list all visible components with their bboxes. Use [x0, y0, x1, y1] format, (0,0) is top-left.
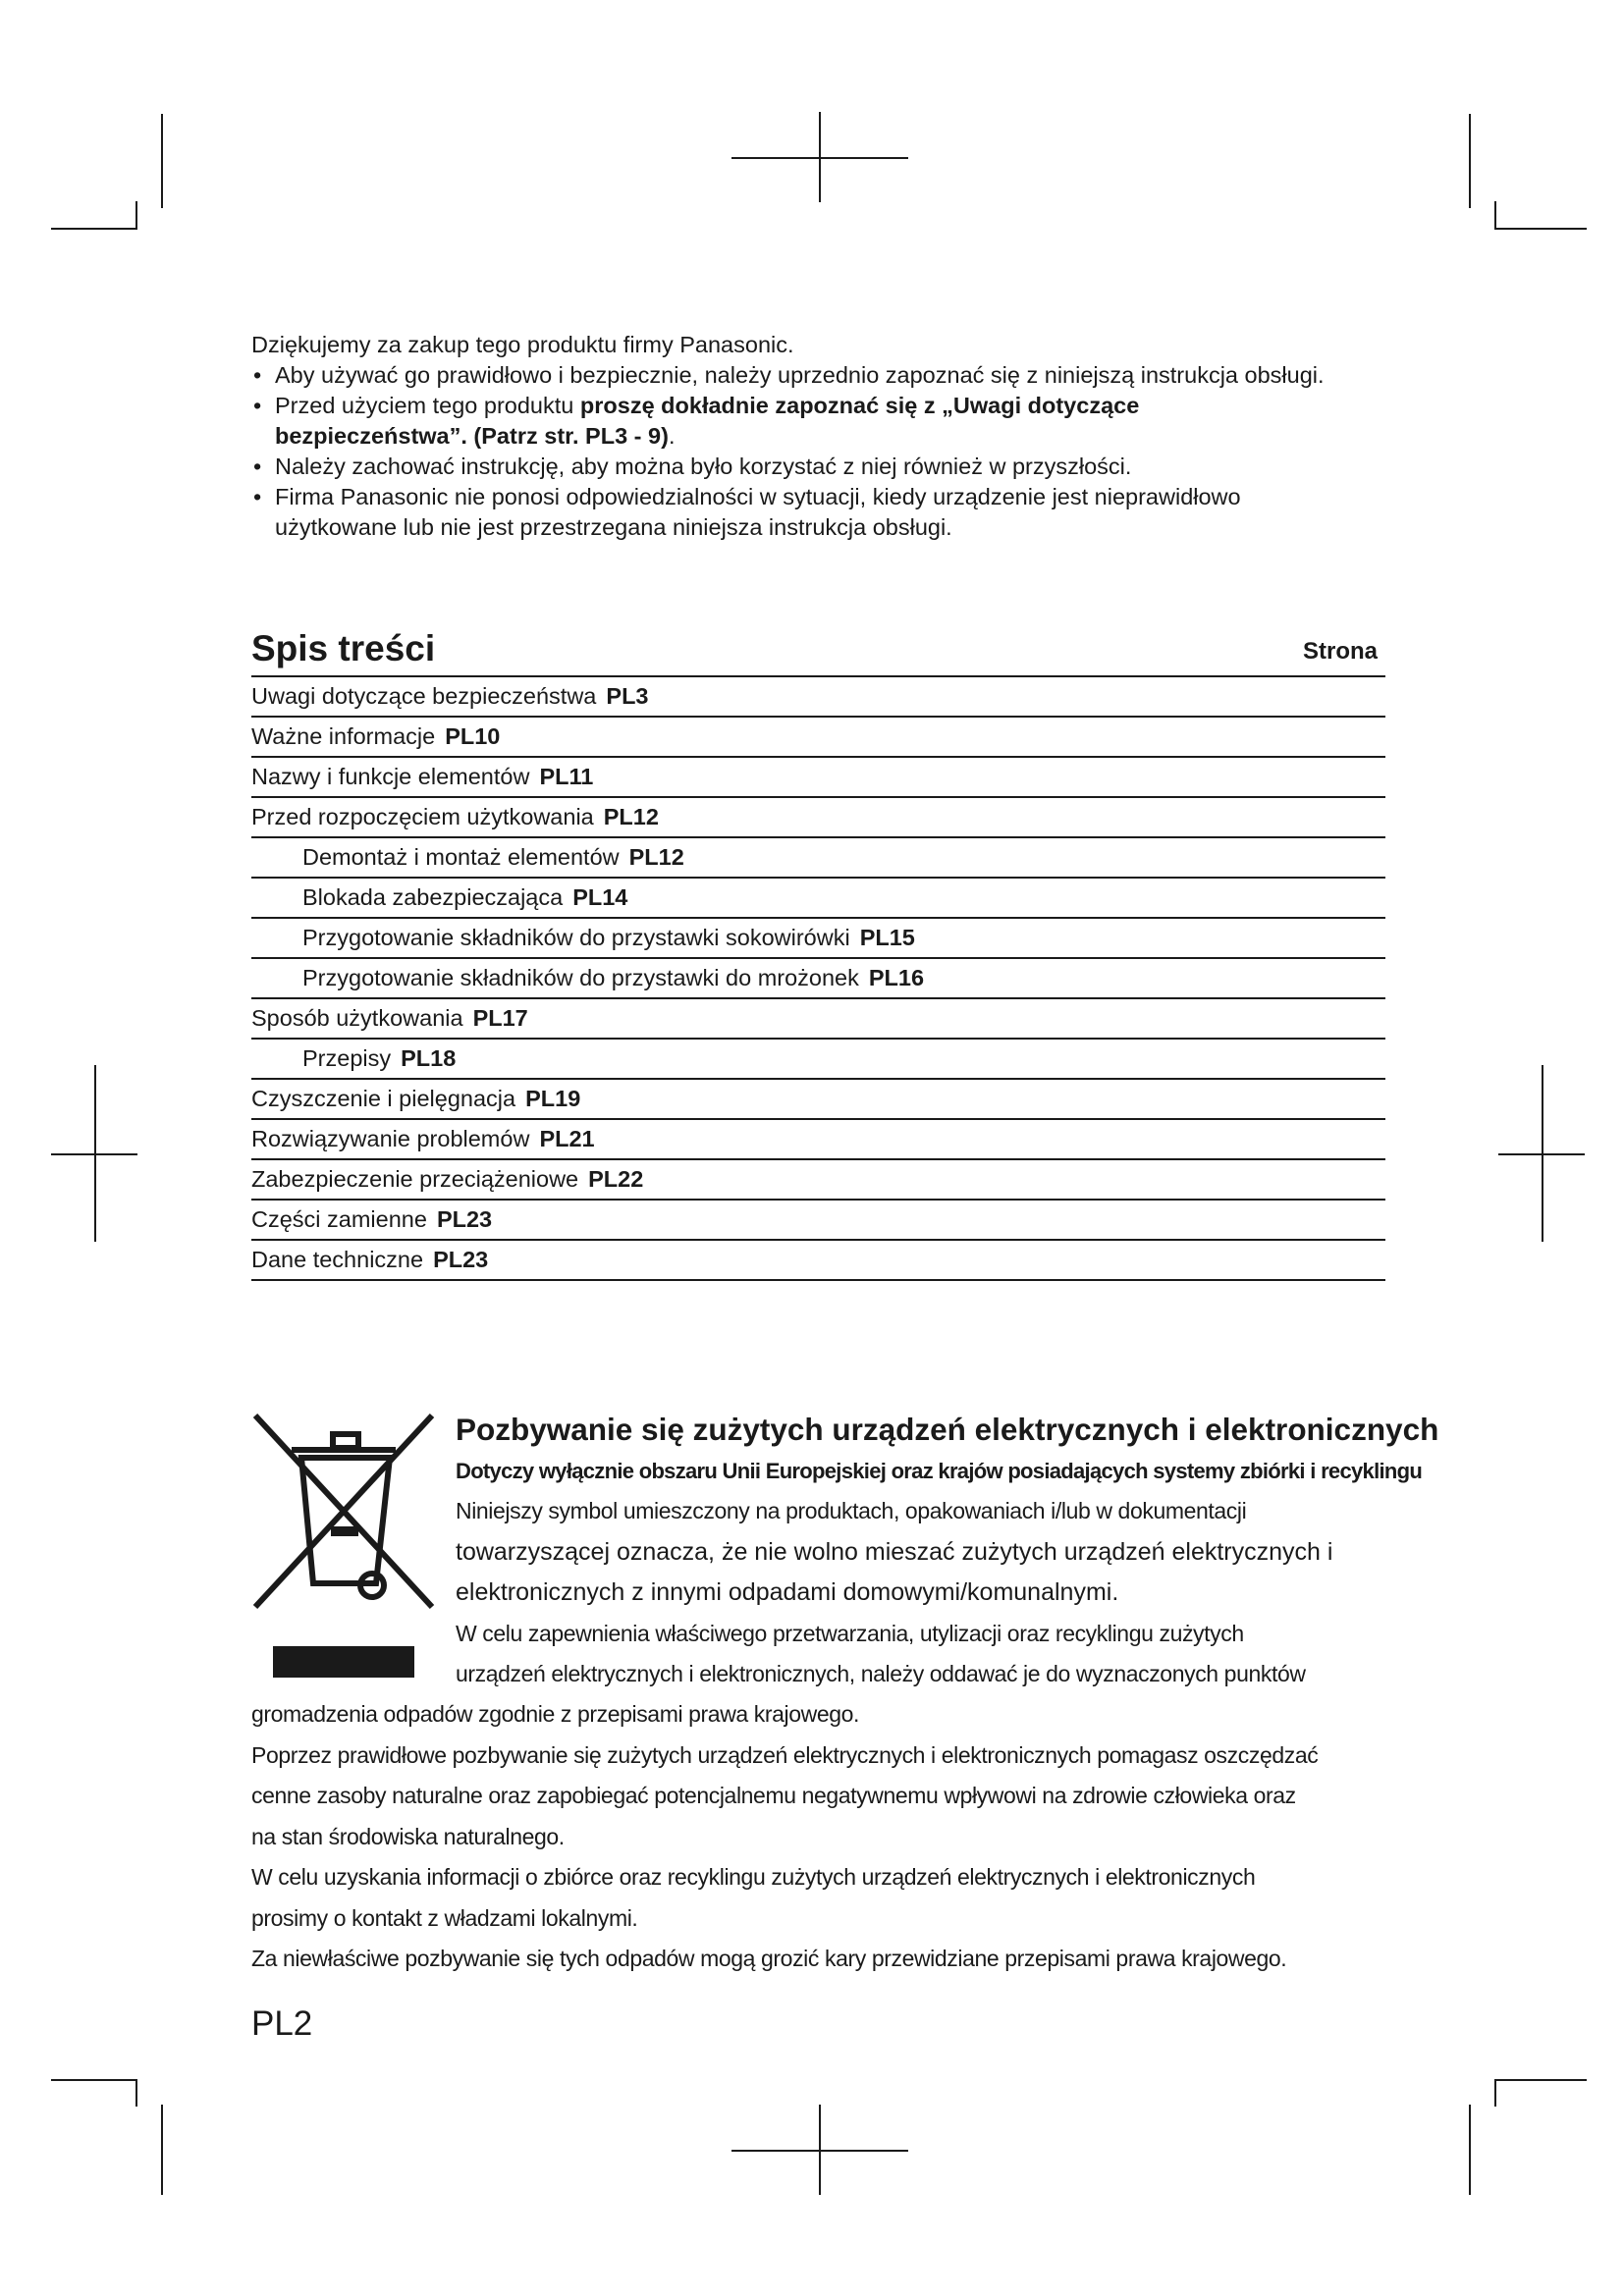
toc-row[interactable]: Sposób użytkowania PL17	[251, 999, 1385, 1040]
intro-bullet: • Przed użyciem tego produktu proszę dokładnie zapoznać się z „Uwagi dotyczące bezpieczeństwa”. (Patrz str. PL3 - 9).	[251, 391, 1390, 452]
weee-line: na stan środowiska naturalnego.	[251, 1823, 565, 1849]
toc-row[interactable]: Uwagi dotyczące bezpieczeństwa PL3	[251, 677, 1385, 718]
intro-bullet: • Aby używać go prawidłowo i bezpiecznie, należy uprzednio zapoznać się z niniejszą instrukcja obsługi.	[251, 360, 1390, 391]
weee-line: elektronicznych z innymi odpadami domowymi/komunalnymi.	[456, 1578, 1119, 1606]
toc-subrow[interactable]: Przepisy PL18	[251, 1040, 1385, 1080]
weee-line: W celu zapewnienia właściwego przetwarzania, utylizacji oraz recyklingu zużytych	[456, 1620, 1244, 1646]
toc-subrow[interactable]: Przygotowanie składników do przystawki sokowirówki PL15	[251, 919, 1385, 959]
table-of-contents	[251, 620, 1385, 1281]
toc-row[interactable]: Rozwiązywanie problemów PL21	[251, 1120, 1385, 1160]
weee-line: Niniejszy symbol umieszczony na produktach, opakowaniach i/lub w dokumentacji	[456, 1498, 1247, 1523]
intro-thanks: Dziękujemy za zakup tego produktu firmy Panasonic.	[251, 332, 794, 357]
weee-line: towarzyszącej oznacza, że nie wolno mieszać zużytych urządzeń elektrycznych i	[456, 1537, 1333, 1566]
page-number: PL2	[251, 2004, 313, 2043]
weee-line: prosimy o kontakt z władzami lokalnymi.	[251, 1904, 638, 1931]
intro-bullet: • Firma Panasonic nie ponosi odpowiedzialności w sytuacji, kiedy urządzenie jest nieprawidłowo użytkowane lub nie jest przestrzegana niniejsza instrukcja obsługi.	[251, 482, 1390, 543]
toc-subrow[interactable]: Przygotowanie składników do przystawki do mrożonek PL16	[251, 959, 1385, 999]
toc-row[interactable]: Nazwy i funkcje elementów PL11	[251, 758, 1385, 798]
weee-line: gromadzenia odpadów zgodnie z przepisami prawa krajowego.	[251, 1701, 860, 1727]
weee-line: Poprzez prawidłowe pozbywanie się zużytych urządzeń elektrycznych i elektronicznych pomagasz oszczędzać	[251, 1741, 1319, 1768]
toc-row[interactable]: Czyszczenie i pielęgnacja PL19	[251, 1080, 1385, 1120]
toc-row[interactable]: Dane techniczne PL23	[251, 1241, 1385, 1281]
weee-paragraph-continued	[251, 1694, 1410, 1980]
weee-subtitle: Dotyczy wyłącznie obszaru Unii Europejskiej oraz krajów posiadających systemy zbiórki i recyklingu	[456, 1459, 1423, 1483]
toc-header	[251, 620, 1385, 677]
weee-line: Za niewłaściwe pozbywanie się tych odpadów mogą grozić kary przewidziane przepisami prawa krajowego.	[251, 1946, 1287, 1971]
intro-bullet: • Należy zachować instrukcję, aby można było korzystać z niej również w przyszłości.	[251, 452, 1390, 482]
toc-row[interactable]: Przed rozpoczęciem użytkowania PL12	[251, 798, 1385, 838]
crossed-out-bin-icon	[250, 1411, 437, 1678]
intro-bullets	[251, 360, 1390, 543]
weee-line: W celu uzyskania informacji o zbiórce oraz recyklingu zużytych urządzeń elektrycznych i elektronicznych	[251, 1864, 1256, 1890]
weee-paragraph	[456, 1491, 1398, 1695]
toc-subrow[interactable]: Blokada zabezpieczająca PL14	[251, 879, 1385, 919]
weee-line: cenne zasoby naturalne oraz zapobiegać potencjalnemu negatywnemu wpływowi na zdrowie człowieka oraz	[251, 1783, 1296, 1808]
weee-line: urządzeń elektrycznych i elektronicznych, należy oddawać je do wyznaczonych punktów	[456, 1661, 1306, 1686]
toc-subrow[interactable]: Demontaż i montaż elementów PL12	[251, 838, 1385, 879]
toc-page-label: Strona	[1302, 638, 1378, 665]
toc-row[interactable]: Zabezpieczenie przeciążeniowe PL22	[251, 1160, 1385, 1201]
weee-title: Pozbywanie się zużytych urządzeń elektrycznych i elektronicznych	[456, 1412, 1439, 1447]
toc-title: Spis treści	[251, 628, 436, 668]
toc-row[interactable]: Części zamienne PL23	[251, 1201, 1385, 1241]
toc-row[interactable]: Ważne informacje PL10	[251, 718, 1385, 758]
intro	[251, 330, 1390, 543]
